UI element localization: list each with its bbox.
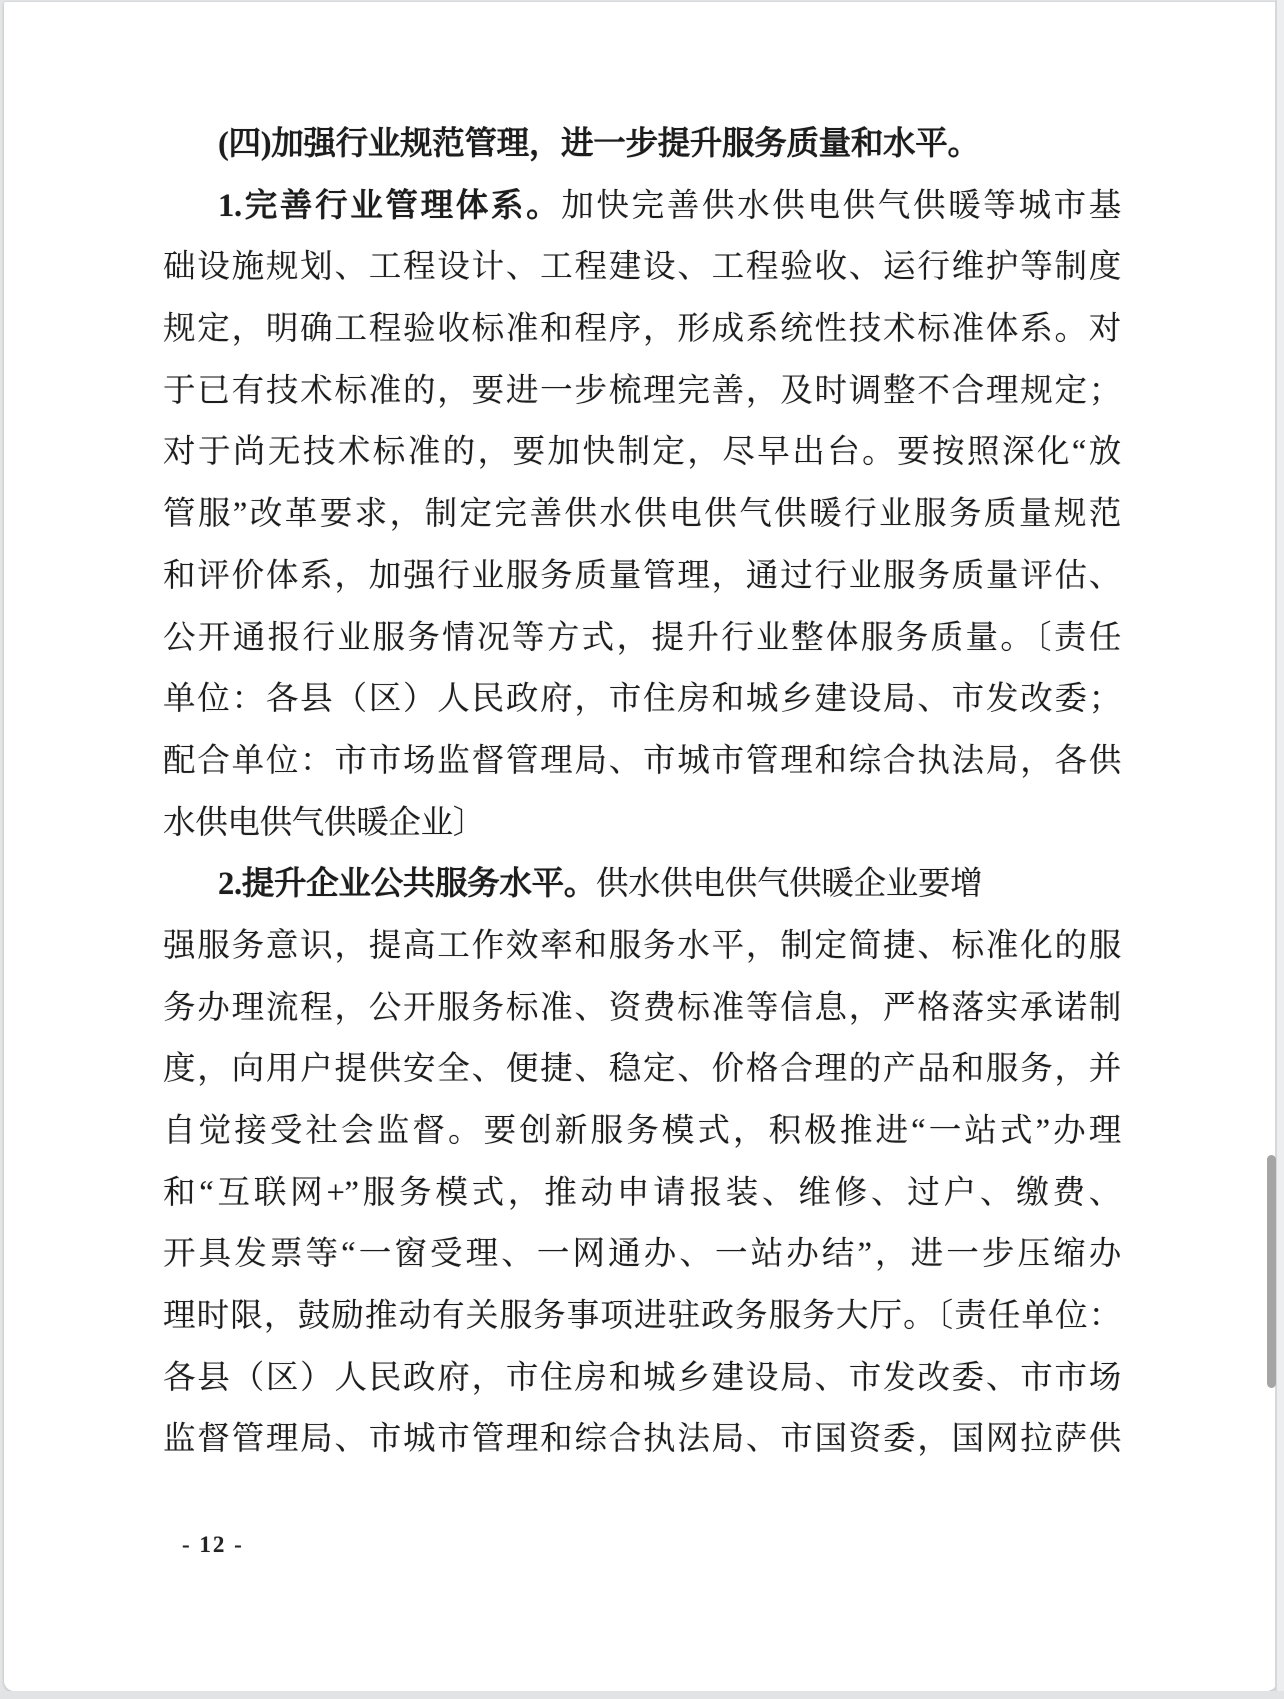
line-text: 水供电供气供暖企业〕 [163,804,486,841]
text-line [163,546,1121,608]
bold-lead: 2.提升企业公共服务水平。 [218,866,596,903]
text-line [163,731,1121,793]
scrollbar-thumb[interactable] [1267,1155,1276,1388]
document-page [4,2,1277,1691]
text-line [163,669,1121,731]
line-text: 规定，明确工程验收标准和程序，形成系统性技术标准体系。对 [163,311,1121,348]
page-number: - 12 - [182,1532,244,1557]
line-text: 单位：各县（区）人民政府，市住房和城乡建设局、市发改委； [163,681,1121,718]
text-line [163,1163,1121,1225]
line-text: 强服务意识，提高工作效率和服务水平，制定简捷、标准化的服 [163,927,1121,964]
line-text: 和评价体系，加强行业服务质量管理，通过行业服务质量评估、 [163,557,1121,594]
line-text: 管服”改革要求，制定完善供水供电供气供暖行业服务质量规范 [163,496,1121,533]
line-text: 供水供电供气供暖企业要增 [595,866,983,903]
text-line [163,854,1121,916]
heading-text: (四)加强行业规范管理，进一步提升服务质量和水平。 [218,126,980,162]
text-line [163,1224,1121,1286]
line-text: 对于尚无技术标准的，要加快制定，尽早出台。要按照深化“放 [163,434,1121,471]
text-line [163,916,1121,978]
line-text: 础设施规划、工程设计、工程建设、工程验收、运行维护等制度 [163,249,1121,286]
text-line [163,978,1121,1040]
text-line [163,237,1121,299]
line-text: 监督管理局、市城市管理和综合执法局、市国资委，国网拉萨供 [163,1421,1121,1458]
text-line [163,176,1121,238]
text-line [163,1039,1121,1101]
text-line [163,1101,1121,1163]
line-text: 公开通报行业服务情况等方式，提升行业整体服务质量。〔责任 [163,619,1121,656]
text-line [163,422,1121,484]
line-text: 务办理流程，公开服务标准、资费标准等信息，严格落实承诺制 [163,989,1121,1026]
line-text: 理时限，鼓励推动有关服务事项进驻政务服务大厅。〔责任单位： [163,1298,1121,1335]
text-line [163,1286,1121,1348]
document-text [163,114,1121,1471]
line-text: 于已有技术标准的，要进一步梳理完善，及时调整不合理规定； [163,372,1121,409]
line-text: 加快完善供水供电供气供暖等城市基 [561,187,1121,224]
text-line [163,1348,1121,1410]
line-text: 自觉接受社会监督。要创新服务模式，积极推进“一站式”办理 [163,1113,1121,1149]
text-line [163,1409,1121,1471]
line-text: 度，向用户提供安全、便捷、稳定、价格合理的产品和服务，并 [163,1051,1121,1088]
text-line [163,484,1121,546]
line-text: 开具发票等“一窗受理、一网通办、一站办结”，进一步压缩办 [163,1236,1121,1273]
line-text: 配合单位：市市场监督管理局、市城市管理和综合执法局，各供 [163,742,1121,779]
line-text: 和“互联网+”服务模式，推动申请报装、维修、过户、缴费、 [163,1174,1121,1211]
page-bottom-edge [0,1691,1284,1699]
text-line [163,361,1121,423]
line-text: 各县（区）人民政府，市住房和城乡建设局、市发改委、市市场 [163,1359,1121,1396]
text-line [163,299,1121,361]
text-line [163,608,1121,670]
section-heading [163,114,1121,176]
bold-lead: 1.完善行业管理体系。 [218,187,562,224]
page-right-edge [1275,0,1284,1699]
text-line [163,793,1121,855]
